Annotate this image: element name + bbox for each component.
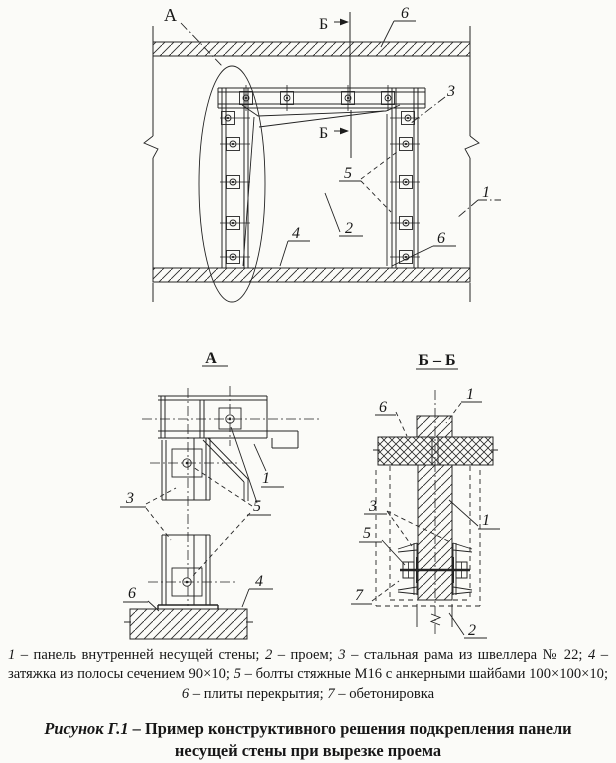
detail-a-callout-bolts: 5 [253, 498, 261, 515]
section-bb-slab [373, 437, 498, 465]
detail-a-callout-panel: 1 [262, 470, 270, 487]
caption-text: Пример конструктивного решения подкрепления панели несущей стены при вырезке проема [140, 718, 572, 761]
section-bb-callout-frame: 3 [369, 498, 377, 515]
section-bb-wall-stub-top [417, 416, 452, 437]
plan-frame-column-left [220, 88, 250, 268]
detail-a-title: А [205, 350, 217, 367]
section-bb-callout-bolt: 5 [363, 525, 371, 542]
plan-detail-mark-label: А [164, 5, 177, 25]
plan-callout-slab-top: 6 [401, 5, 409, 22]
plan-section-mark-top: Б [319, 16, 329, 33]
detail-a-column-lower [162, 535, 210, 605]
plan-callout-bolts: 5 [344, 165, 352, 182]
plan-callout-frame: 3 [447, 83, 455, 100]
detail-a-callout-slab: 6 [128, 585, 136, 602]
detail-a-column-upper [162, 438, 210, 500]
detail-a-tie-strip [158, 605, 218, 609]
figure-caption [20, 718, 596, 763]
plan-tie-bolts [222, 92, 415, 264]
plan-panel-edges [144, 26, 479, 302]
section-bb-opening-below [417, 604, 452, 627]
detail-a-callout-tie: 4 [255, 573, 263, 590]
section-bb-callout-opening: 2 [468, 622, 476, 639]
detail-a-slab [124, 609, 253, 639]
plan-callout-panel: 1 [482, 184, 490, 201]
detail-a-boundary-oval [199, 66, 265, 302]
plan-frame-column-right [390, 88, 420, 268]
section-bb-wall [418, 465, 452, 600]
detail-a-view [120, 350, 320, 639]
plan-section-line [334, 12, 351, 158]
section-bb-callout-panel: 1 [482, 512, 490, 529]
detail-a-beam [158, 396, 298, 448]
plan-callout-opening: 2 [345, 220, 353, 237]
plan-view [144, 5, 501, 302]
caption-figure-number: Рисунок Г.1 – [44, 718, 141, 738]
section-bb-callout-slab: 6 [379, 399, 387, 416]
plan-callout-tie: 4 [292, 225, 300, 242]
plan-callout-slab-bottom: 6 [437, 230, 445, 247]
section-bb-callout-panel-top: 1 [466, 386, 474, 403]
legend-text: 1 – панель внутренней несущей стены; 2 – проем; 3 – стальная рама из швеллера № 22; 4 – затяжка из полосы сечением 90×10; 5 – болты стяжные М16 с анкерными шайбами 100×100×10; 6 – плиты перекрытия; 7 – обетонировка [8, 647, 609, 702]
detail-a-callout-frame: 3 [126, 490, 134, 507]
plan-section-mark-mid: Б [319, 125, 329, 142]
section-bb-callout-encasement: 7 [355, 587, 363, 604]
section-bb-title: Б – Б [418, 352, 456, 369]
plan-floor-slab-bottom [153, 268, 470, 282]
section-bb-view [351, 352, 500, 639]
